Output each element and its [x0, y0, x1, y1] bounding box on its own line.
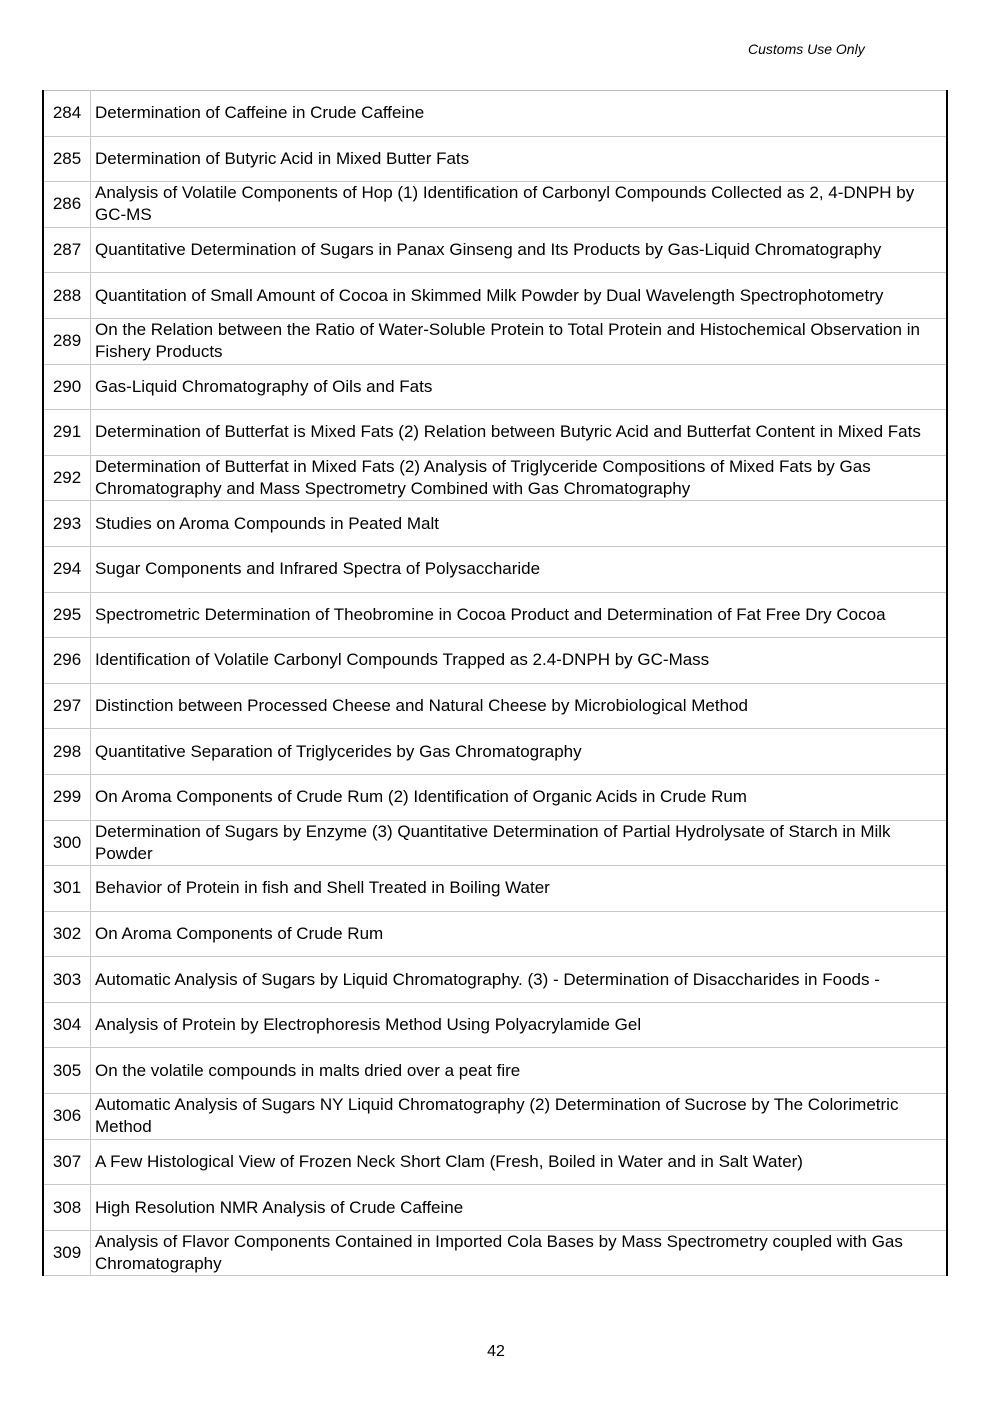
table-row [43, 1139, 947, 1185]
row-number: 298 [43, 729, 91, 775]
row-number: 290 [43, 364, 91, 410]
row-title: Determination of Sugars by Enzyme (3) Quantitative Determination of Partial Hydrolysate of Starch in Milk Powder [91, 820, 948, 866]
row-number: 288 [43, 273, 91, 319]
row-number: 302 [43, 911, 91, 957]
row-number: 287 [43, 227, 91, 273]
row-title: Analysis of Volatile Components of Hop (1) Identification of Carbonyl Compounds Collected as 2, 4-DNPH by GC-MS [91, 182, 948, 228]
row-title: Determination of Butterfat is Mixed Fats (2) Relation between Butyric Acid and Butterfat Content in Mixed Fats [91, 410, 948, 456]
row-number: 295 [43, 592, 91, 638]
row-number: 297 [43, 683, 91, 729]
row-number: 305 [43, 1048, 91, 1094]
row-number: 293 [43, 501, 91, 547]
publication-table [42, 90, 948, 1276]
row-number: 291 [43, 410, 91, 456]
table-row [43, 1002, 947, 1048]
row-title: A Few Histological View of Frozen Neck Short Clam (Fresh, Boiled in Water and in Salt Water) [91, 1139, 948, 1185]
page-number: 42 [487, 1343, 505, 1360]
row-number: 307 [43, 1139, 91, 1185]
table-row [43, 911, 947, 957]
table-row [43, 683, 947, 729]
row-number: 306 [43, 1094, 91, 1140]
row-number: 286 [43, 182, 91, 228]
row-title: Spectrometric Determination of Theobromine in Cocoa Product and Determination of Fat Free Dry Cocoa [91, 592, 948, 638]
row-number: 296 [43, 638, 91, 684]
table-row [43, 1185, 947, 1231]
row-title: Behavior of Protein in fish and Shell Treated in Boiling Water [91, 866, 948, 912]
row-number: 299 [43, 774, 91, 820]
row-title: Quantitative Determination of Sugars in Panax Ginseng and Its Products by Gas-Liquid Chromatography [91, 227, 948, 273]
row-number: 304 [43, 1002, 91, 1048]
table-row [43, 546, 947, 592]
table-row [43, 91, 947, 137]
table-row [43, 1048, 947, 1094]
row-number: 300 [43, 820, 91, 866]
row-title: Sugar Components and Infrared Spectra of Polysaccharide [91, 546, 948, 592]
table-row [43, 1094, 947, 1140]
row-title: High Resolution NMR Analysis of Crude Caffeine [91, 1185, 948, 1231]
row-title: Quantitative Separation of Triglycerides by Gas Chromatography [91, 729, 948, 775]
table-row [43, 136, 947, 182]
row-number: 284 [43, 91, 91, 137]
row-title: Analysis of Protein by Electrophoresis Method Using Polyacrylamide Gel [91, 1002, 948, 1048]
row-title: Distinction between Processed Cheese and Natural Cheese by Microbiological Method [91, 683, 948, 729]
row-number: 289 [43, 318, 91, 364]
table-row [43, 364, 947, 410]
table-row [43, 318, 947, 364]
row-title: Studies on Aroma Compounds in Peated Malt [91, 501, 948, 547]
row-title: On Aroma Components of Crude Rum (2) Identification of Organic Acids in Crude Rum [91, 774, 948, 820]
row-title: On the Relation between the Ratio of Water-Soluble Protein to Total Protein and Histochemical Observation in Fishery Products [91, 318, 948, 364]
table-row [43, 592, 947, 638]
table-row [43, 638, 947, 684]
row-title: Identification of Volatile Carbonyl Compounds Trapped as 2.4-DNPH by GC-Mass [91, 638, 948, 684]
row-title: Quantitation of Small Amount of Cocoa in Skimmed Milk Powder by Dual Wavelength Spectrophotometry [91, 273, 948, 319]
publication-table-body [43, 91, 947, 1276]
row-title: On the volatile compounds in malts dried over a peat fire [91, 1048, 948, 1094]
row-number: 301 [43, 866, 91, 912]
row-number: 308 [43, 1185, 91, 1231]
table-row [43, 501, 947, 547]
table-row [43, 1230, 947, 1276]
row-title: Determination of Caffeine in Crude Caffeine [91, 91, 948, 137]
table-row [43, 273, 947, 319]
row-title: Automatic Analysis of Sugars NY Liquid Chromatography (2) Determination of Sucrose by The Colorimetric Method [91, 1094, 948, 1140]
row-number: 292 [43, 455, 91, 501]
row-number: 294 [43, 546, 91, 592]
row-title: Determination of Butyric Acid in Mixed Butter Fats [91, 136, 948, 182]
table-row [43, 957, 947, 1003]
table-row [43, 182, 947, 228]
table-row [43, 820, 947, 866]
table-row [43, 455, 947, 501]
row-title: Gas-Liquid Chromatography of Oils and Fats [91, 364, 948, 410]
table-row [43, 227, 947, 273]
row-number: 309 [43, 1230, 91, 1276]
row-title: Analysis of Flavor Components Contained in Imported Cola Bases by Mass Spectrometry coupled with Gas Chromatography [91, 1230, 948, 1276]
row-number: 303 [43, 957, 91, 1003]
row-title: Automatic Analysis of Sugars by Liquid Chromatography. (3) - Determination of Disaccharides in Foods - [91, 957, 948, 1003]
header-note: Customs Use Only [748, 41, 865, 57]
table-row [43, 774, 947, 820]
table-row [43, 729, 947, 775]
row-title: On Aroma Components of Crude Rum [91, 911, 948, 957]
row-number: 285 [43, 136, 91, 182]
table-row [43, 866, 947, 912]
table-row [43, 410, 947, 456]
row-title: Determination of Butterfat in Mixed Fats (2) Analysis of Triglyceride Compositions of Mixed Fats by Gas Chromatography and Mass Spectrometry Combined with Gas Chromatography [91, 455, 948, 501]
